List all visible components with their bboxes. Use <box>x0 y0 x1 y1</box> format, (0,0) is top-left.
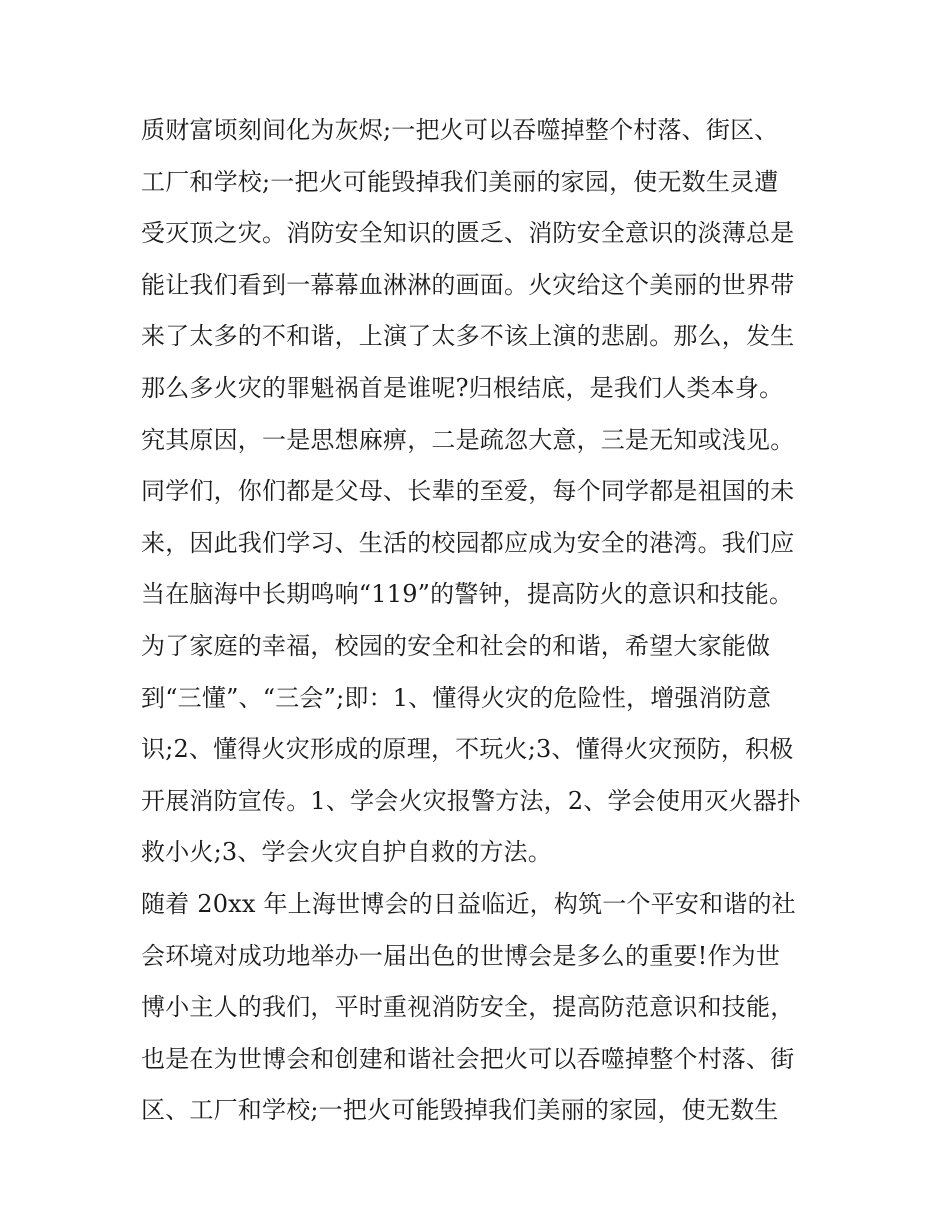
text-line: 博小主人的我们，平时重视消防安全，提高防范意识和技能， <box>141 993 795 1022</box>
text-line: 那么多火灾的罪魁祸首是谁呢?归根结底，是我们人类本身。 <box>141 373 784 402</box>
text-line: 究其原因，一是思想麻痹，二是疏忽大意，三是无知或浅见。 <box>141 425 795 454</box>
text-line: 受灭顶之灾。消防安全知识的匮乏、消防安全意识的淡薄总是 <box>141 219 795 248</box>
text-line: 开展消防宣传。1、学会火灾报警方法，2、学会使用灭火器扑 <box>141 786 802 815</box>
text-line: 当在脑海中长期鸣响“119”的警钟，提高防火的意识和技能。 <box>141 580 794 609</box>
text-line: 来，因此我们学习、生活的校园都应成为安全的港湾。我们应 <box>141 528 795 557</box>
text-line: 也是在为世博会和创建和谐社会把火可以吞噬掉整个村落、街 <box>141 1044 795 1073</box>
text-line: 会环境对成功地举办一届出色的世博会是多么的重要!作为世 <box>141 941 781 970</box>
text-line: 能让我们看到一幕幕血淋淋的画面。火灾给这个美丽的世界带 <box>141 270 795 299</box>
text-line: 区、工厂和学校;一把火可能毁掉我们美丽的家园，使无数生 <box>141 1096 779 1125</box>
text-line: 质财富顷刻间化为灰烬;一把火可以吞噬掉整个村落、街区、 <box>141 116 779 144</box>
text-line: 随着 20xx 年上海世博会的日益临近，构筑一个平安和谐的社 <box>141 889 796 918</box>
text-line: 来了太多的不和谐，上演了太多不该上演的悲剧。那么，发生 <box>141 322 795 351</box>
document-body <box>141 105 841 1137</box>
text-line: 到“三懂”、“三会”;即：1、懂得火灾的危险性，增强消防意 <box>141 683 772 712</box>
text-line: 识;2、懂得火灾形成的原理，不玩火;3、懂得火灾预防，积极 <box>141 735 794 764</box>
text-line: 为了家庭的幸福，校园的安全和社会的和谐，希望大家能做 <box>141 631 771 660</box>
text-line: 救小火;3、学会火灾自护自救的方法。 <box>141 838 552 867</box>
text-line: 同学们，你们都是父母、长辈的至爱，每个同学都是祖国的未 <box>141 477 795 506</box>
text-line: 工厂和学校;一把火可能毁掉我们美丽的家园，使无数生灵遭 <box>141 167 779 196</box>
